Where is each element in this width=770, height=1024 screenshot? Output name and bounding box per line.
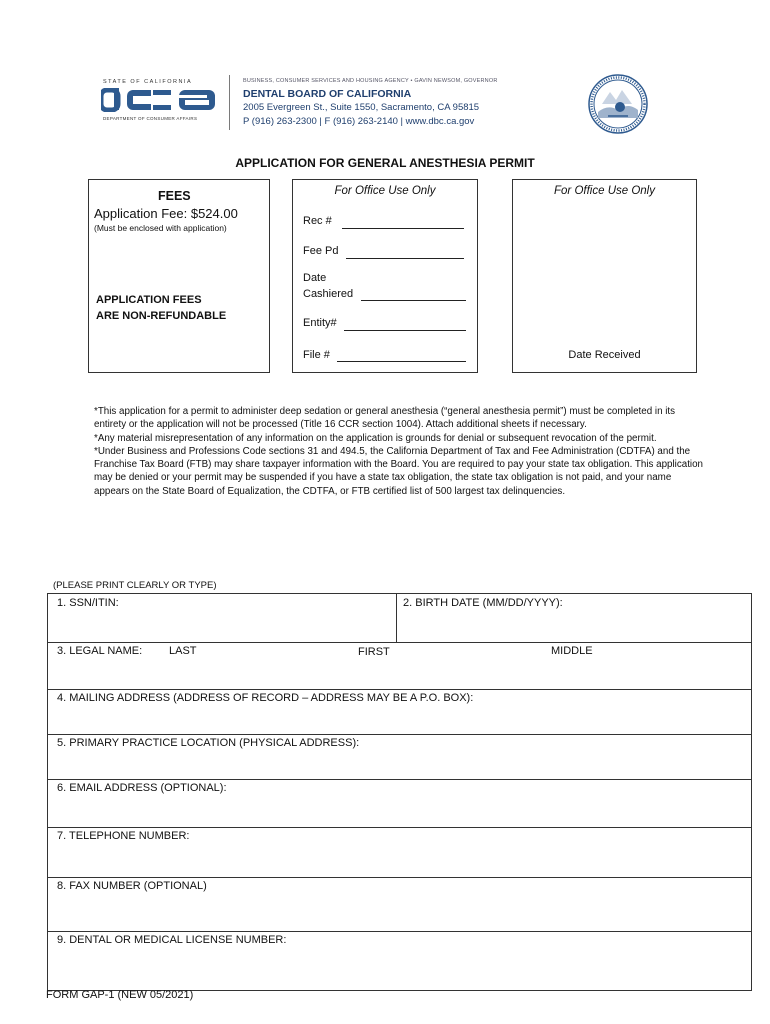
legal-name-label: 3. LEGAL NAME: [57, 645, 143, 657]
board-address: 2005 Evergreen St., Suite 1550, Sacramento, CA 95815 [243, 102, 480, 113]
telephone-label: 7. TELEPHONE NUMBER: [57, 830, 190, 842]
department-label: DEPARTMENT OF CONSUMER AFFAIRS [103, 116, 198, 121]
file-field[interactable] [337, 361, 466, 362]
date-label: Date [303, 272, 327, 284]
rec-label: Rec # [303, 215, 332, 227]
instruction-3: *Under Business and Professions Code sections 31 and 494.5, the California Department of Tax and Fee Administration (CDTFA) and the Franchise Tax Board (FTB) may share taxpayer information with the Board. You are required to pay your state tax obligation. This application may be denied or your permit may be suspended if you have a state tax obligation, the state tax obligation is not paid, and your name appears on the State Board of Equalization, the CDTFA, or FTB certified list of 500 largest tax delinquencies. [94, 445, 703, 497]
email-label: 6. EMAIL ADDRESS (OPTIONAL): [57, 782, 227, 794]
fee-note: (Must be enclosed with application) [94, 223, 227, 233]
fax-label: 8. FAX NUMBER (OPTIONAL) [57, 880, 207, 892]
date-received-label: Date Received [568, 349, 641, 361]
application-fee: Application Fee: $524.00 [94, 206, 238, 221]
row-divider [47, 734, 752, 735]
last-name-label: LAST [169, 645, 197, 657]
row-divider [47, 689, 752, 690]
ssn-label: 1. SSN/ITIN: [57, 597, 119, 609]
column-divider [396, 593, 397, 643]
instruction-1: *This application for a permit to administer deep sedation or general anesthesia (“general anesthesia permit”) must be completed in its entirety or the application will not be processed (Title 16 CCR section 1004). Attach additional sheets if necessary. [94, 406, 676, 431]
fee-pd-label: Fee Pd [303, 245, 339, 257]
rec-field[interactable] [342, 228, 464, 229]
fees-heading: FEES [158, 189, 191, 203]
practice-location-label: 5. PRIMARY PRACTICE LOCATION (PHYSICAL ADDRESS): [57, 737, 360, 749]
print-note: (PLEASE PRINT CLEARLY OR TYPE) [53, 580, 217, 591]
row-divider [47, 931, 752, 932]
dca-logo [101, 88, 216, 112]
form-title: APPLICATION FOR GENERAL ANESTHESIA PERMIT [235, 156, 535, 170]
state-of-california-label: STATE OF CALIFORNIA [103, 79, 193, 85]
instructions [94, 405, 706, 498]
row-divider [47, 642, 752, 643]
office-use-title-2: For Office Use Only [554, 185, 655, 197]
state-seal-icon [588, 74, 648, 134]
cashiered-field[interactable] [361, 300, 466, 301]
first-name-label: FIRST [358, 646, 390, 658]
mailing-address-label: 4. MAILING ADDRESS (ADDRESS OF RECORD – ADDRESS MAY BE A P.O. BOX): [57, 692, 474, 704]
header-divider [229, 75, 230, 130]
fee-pd-field[interactable] [346, 258, 464, 259]
birth-date-label: 2. BIRTH DATE (MM/DD/YYYY): [403, 597, 563, 609]
board-name: DENTAL BOARD OF CALIFORNIA [243, 88, 412, 100]
middle-name-label: MIDDLE [551, 645, 593, 657]
license-label: 9. DENTAL OR MEDICAL LICENSE NUMBER: [57, 934, 287, 946]
cashiered-label: Cashiered [303, 288, 354, 300]
board-contact: P (916) 263-2300 | F (916) 263-2140 | www.dbc.ca.gov [243, 116, 475, 127]
entity-field[interactable] [344, 330, 466, 331]
file-label: File # [303, 349, 330, 361]
row-divider [47, 827, 752, 828]
instruction-2: *Any material misrepresentation of any information on the application is grounds for denial or subsequent revocation of the permit. [94, 432, 657, 444]
agency-line: BUSINESS, CONSUMER SERVICES AND HOUSING AGENCY • GAVIN NEWSOM, GOVERNOR [243, 78, 498, 84]
row-divider [47, 877, 752, 878]
office-use-box-2 [512, 179, 697, 373]
nonrefundable-line-2: ARE NON-REFUNDABLE [96, 310, 227, 322]
office-use-title-1: For Office Use Only [334, 185, 436, 197]
entity-label: Entity# [303, 317, 337, 329]
row-divider [47, 779, 752, 780]
nonrefundable-line-1: APPLICATION FEES [96, 294, 202, 306]
form-footer: FORM GAP-1 (NEW 05/2021) [46, 989, 194, 1001]
